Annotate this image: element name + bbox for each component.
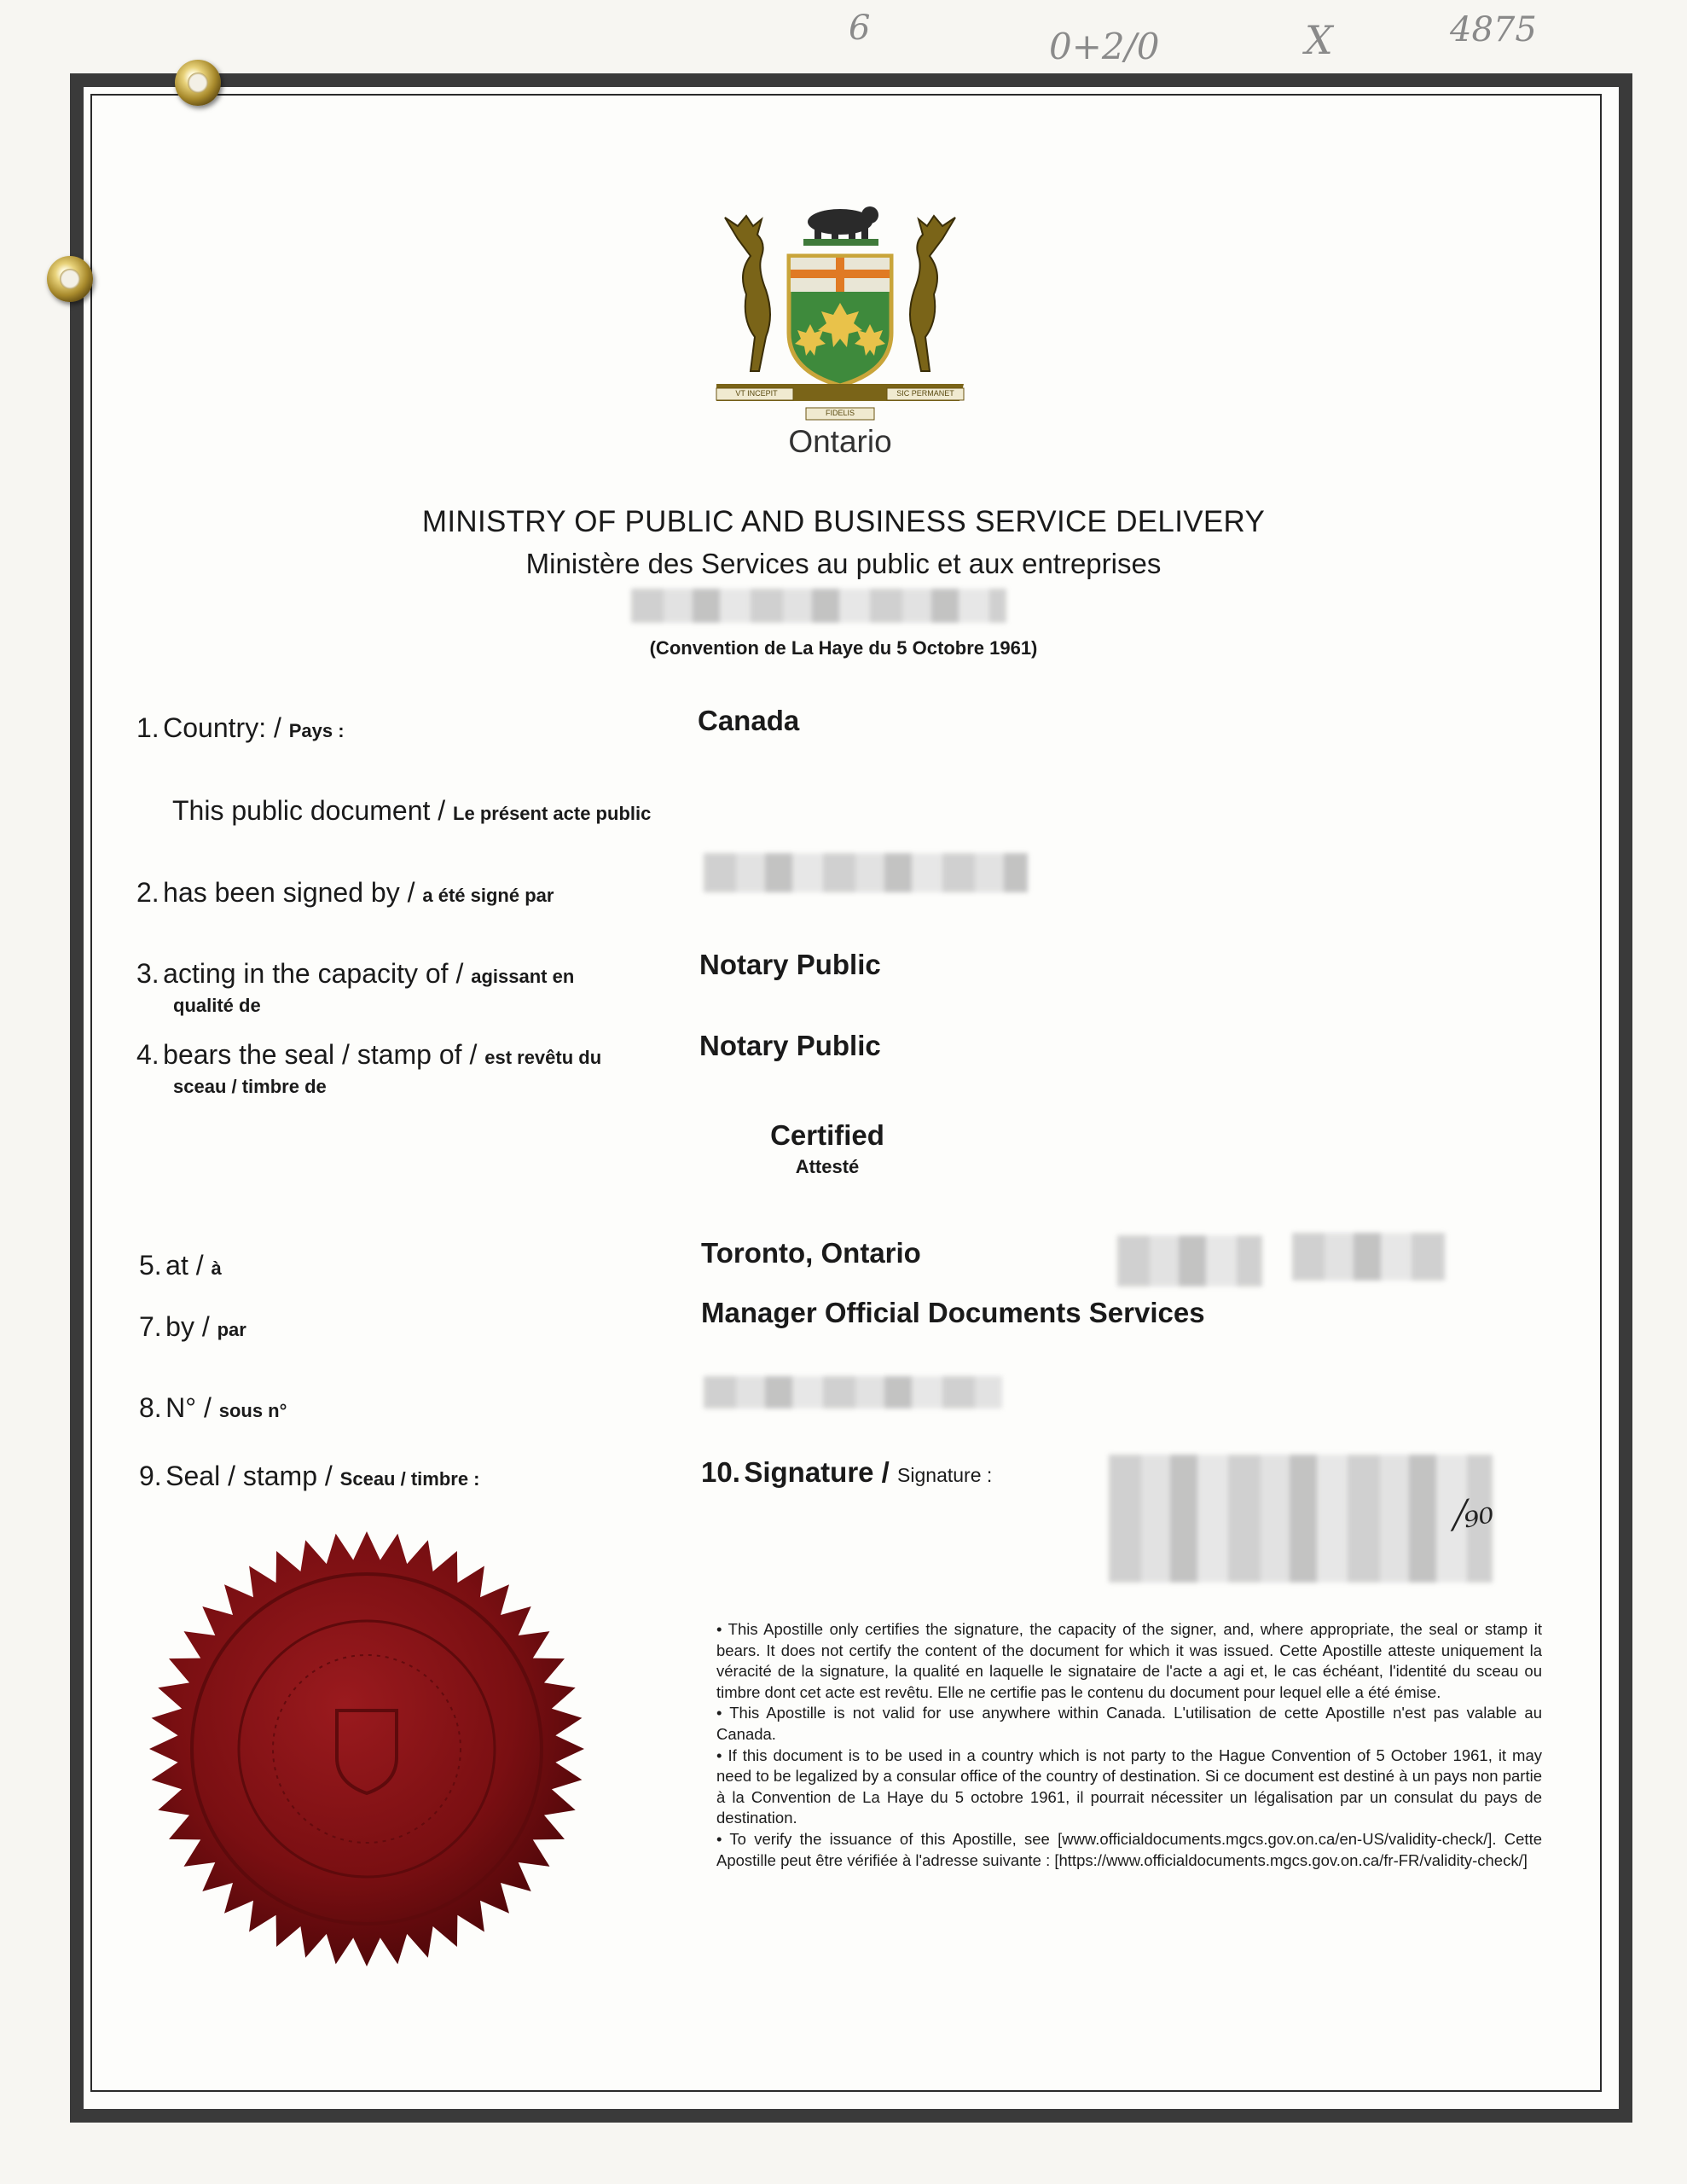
motto-center: FIDELIS <box>825 409 855 417</box>
ontario-wordmark: Ontario <box>788 424 892 459</box>
certified-heading-fr: Attesté <box>795 1156 860 1177</box>
apostille-notes <box>716 1619 1542 1871</box>
grommet-side <box>47 256 93 302</box>
convention-note: (Convention de La Haye du 5 Octobre 1961) <box>649 637 1038 659</box>
field-by-label: 7. by / par <box>139 1311 246 1342</box>
motto-right: SIC PERMANET <box>896 389 954 398</box>
seal-starburst <box>149 1531 584 1966</box>
ministry-title-fr: Ministère des Services au public et aux entreprises <box>525 548 1162 579</box>
note-4: • To verify the issuance of this Apostille, see [www.officialdocuments.mgcs.gov.on.ca/en-US/validity-check/]. Cette Apostille peut être vérifiée à l'adresse suivante : [https://www.officialdocuments.mgcs.gov.on.ca/fr-FR/validity-check/] <box>716 1829 1542 1869</box>
field-seal-stamp-label: 9. Seal / stamp / Sceau / timbre : <box>139 1461 480 1491</box>
red-wax-seal <box>145 1527 588 1971</box>
note-2: • This Apostille is not valid for use anywhere within Canada. L'utilisation de cette Apostille n'est pas valable au Canada. <box>716 1704 1542 1743</box>
field-country-label: 1. Country: / Pays : <box>136 712 345 743</box>
certified-heading: Certified <box>770 1119 884 1151</box>
starburst-seal-icon <box>145 1527 588 1971</box>
field-capacity-label-fr2: qualité de <box>173 995 261 1016</box>
redacted-signer-name <box>704 853 1028 892</box>
field-seal-of-label-fr2: sceau / timbre de <box>173 1076 327 1097</box>
field-public-document-label: This public document / Le présent acte public <box>172 795 652 826</box>
grommet-top <box>175 60 221 106</box>
margin-note-2: 0+2/0 <box>1049 26 1160 67</box>
field-number-label: 8. N° / sous n° <box>139 1392 287 1423</box>
redacted-signature <box>1109 1455 1493 1583</box>
note-3: • If this document is to be used in a country which is not party to the Hague Convention of 5 October 1961, it may need to be legalized by a consular office of the country of destination. Si ce document est destiné à un pays non partie à la Convention de La Haye du 5 octobre 1961, il pourrait nécessiter un légalisation par un consulat du pays de destination. <box>716 1745 1542 1827</box>
margin-note-1: 6 <box>849 9 871 48</box>
signature-scribble-icon: ⁄₉₀ <box>1452 1488 1498 1538</box>
motto-left: VT INCEPIT <box>735 389 778 398</box>
field-seal-of-label: 4. bears the seal / stamp of / est revêtu du <box>136 1039 602 1070</box>
ontario-coat-of-arms <box>708 196 972 431</box>
field-seal-of-value: Notary Public <box>699 1030 881 1061</box>
note-1: • This Apostille only certifies the signature, the capacity of the signer, and, where appropriate, the seal or stamp it bears. It does not certify the content of the document for which it was issued. Cette Apostille atteste uniquement la véracité de la signature, la qualité en laquelle le signataire de l'acte a agi et, le cas échéant, l'identité du sceau ou timbre dont cet acte est revêtu. Elle ne certifie pas le contenu du document pour lequel elle a été émise. <box>716 1620 1542 1701</box>
field-signed-by-label: 2. has been signed by / a été signé par <box>136 877 554 908</box>
field-capacity-value: Notary Public <box>699 949 881 980</box>
margin-note-3: X <box>1305 17 1333 63</box>
redacted-date-1 <box>1117 1235 1262 1287</box>
field-capacity-label: 3. acting in the capacity of / agissant en <box>136 958 575 989</box>
field-by-value: Manager Official Documents Services <box>701 1297 1205 1328</box>
redacted-date-2 <box>1292 1233 1446 1281</box>
field-country-value: Canada <box>698 705 800 736</box>
field-signature-label: 10. Signature / Signature : <box>701 1456 993 1488</box>
field-at-label: 5. at / à <box>139 1250 222 1281</box>
ministry-title-en: MINISTRY OF PUBLIC AND BUSINESS SERVICE DELIVERY <box>421 505 1266 538</box>
redacted-apostille-number <box>704 1376 1002 1409</box>
redacted-apostille-title <box>631 589 1006 623</box>
field-at-value: Toronto, Ontario <box>701 1237 921 1269</box>
margin-note-4: 4875 <box>1450 10 1537 49</box>
